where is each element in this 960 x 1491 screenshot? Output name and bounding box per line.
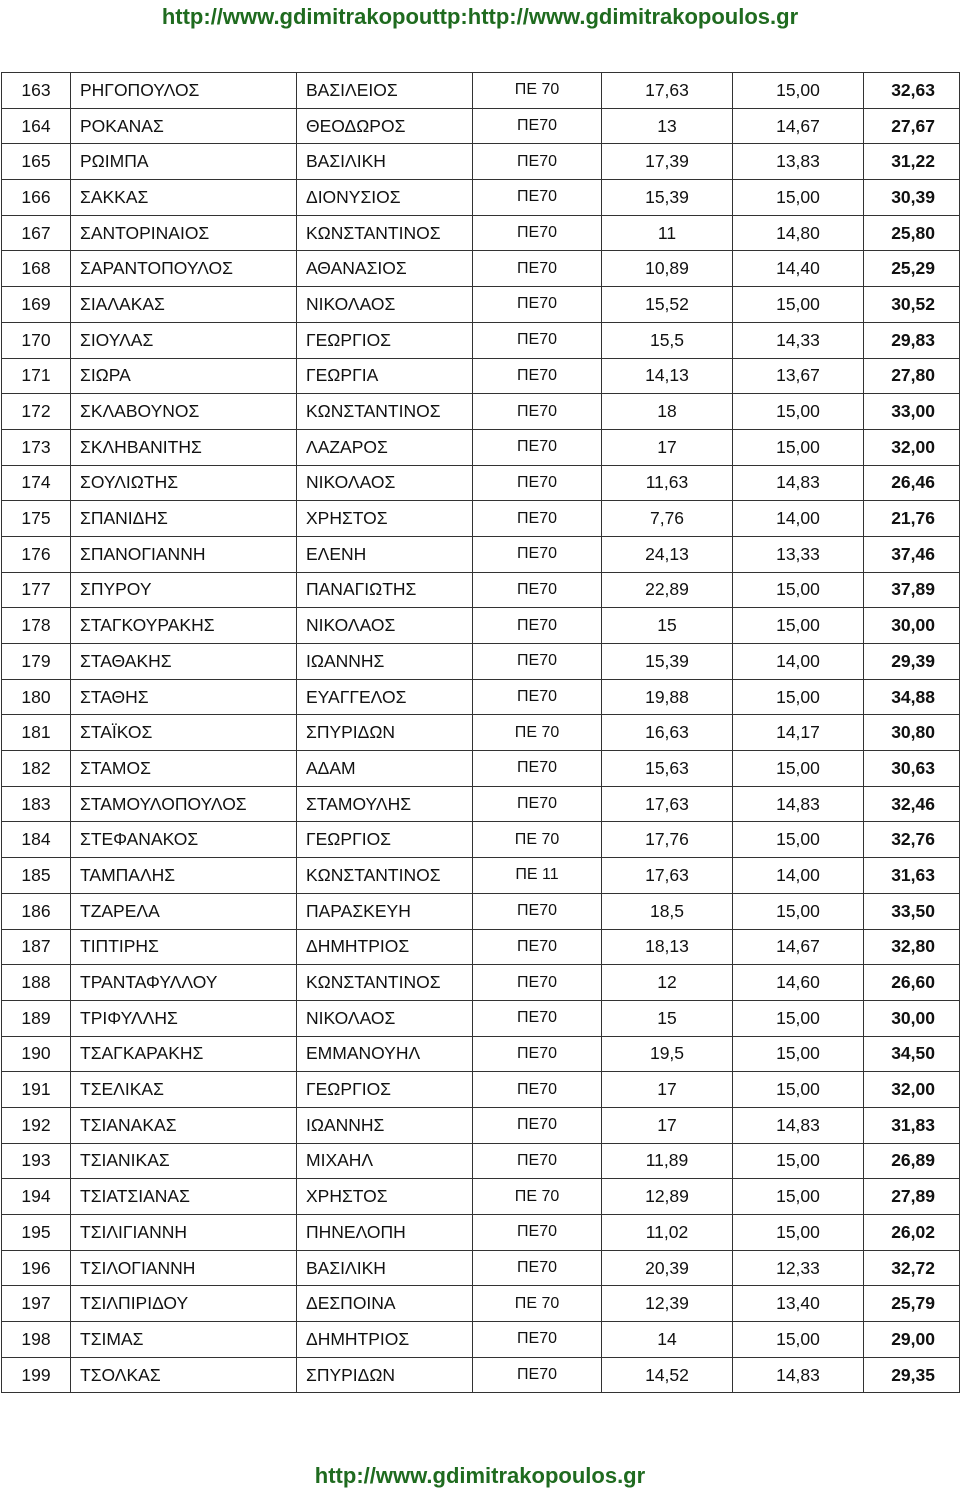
score-b-cell: 14,60 (733, 965, 864, 1001)
table-row (2, 1286, 960, 1322)
specialty-cell: ΠΕ70 (473, 180, 602, 216)
specialty-cell: ΠΕ70 (473, 929, 602, 965)
specialty-cell: ΠΕ 70 (473, 1179, 602, 1215)
specialty-cell: ΠΕ70 (473, 465, 602, 501)
score-b-cell: 13,40 (733, 1286, 864, 1322)
row-number: 163 (2, 73, 71, 109)
total-score-cell: 26,89 (864, 1143, 960, 1179)
first-name-cell: ΓΕΩΡΓΙΟΣ (297, 822, 473, 858)
specialty-cell: ΠΕ70 (473, 608, 602, 644)
table-row (2, 1179, 960, 1215)
score-a-cell: 11,02 (602, 1215, 733, 1251)
row-number: 184 (2, 822, 71, 858)
row-number: 185 (2, 858, 71, 894)
score-a-cell: 18,5 (602, 893, 733, 929)
table-row (2, 144, 960, 180)
score-b-cell: 14,67 (733, 108, 864, 144)
score-a-cell: 15,52 (602, 287, 733, 323)
specialty-cell: ΠΕ70 (473, 1000, 602, 1036)
specialty-cell: ΠΕ70 (473, 786, 602, 822)
score-b-cell: 15,00 (733, 1143, 864, 1179)
first-name-cell: ΒΑΣΙΛΙΚΗ (297, 1250, 473, 1286)
surname-cell: ΡΗΓΟΠΟΥΛΟΣ (71, 73, 297, 109)
row-number: 178 (2, 608, 71, 644)
surname-cell: ΤΣΕΛΙΚΑΣ (71, 1072, 297, 1108)
row-number: 170 (2, 322, 71, 358)
score-a-cell: 12 (602, 965, 733, 1001)
first-name-cell: ΔΕΣΠΟΙΝΑ (297, 1286, 473, 1322)
surname-cell: ΣΑΡΑΝΤΟΠΟΥΛΟΣ (71, 251, 297, 287)
surname-cell: ΣΤΑΜΟΥΛΟΠΟΥΛΟΣ (71, 786, 297, 822)
score-b-cell: 14,33 (733, 322, 864, 358)
specialty-cell: ΠΕ70 (473, 1357, 602, 1393)
first-name-cell: ΣΠΥΡΙΔΩΝ (297, 715, 473, 751)
specialty-cell: ΠΕ70 (473, 108, 602, 144)
table-row (2, 644, 960, 680)
score-b-cell: 14,83 (733, 1357, 864, 1393)
first-name-cell: ΔΗΜΗΤΡΙΟΣ (297, 1322, 473, 1358)
score-a-cell: 12,89 (602, 1179, 733, 1215)
row-number: 172 (2, 394, 71, 430)
surname-cell: ΤΣΙΛΙΓΙΑΝΝΗ (71, 1215, 297, 1251)
score-a-cell: 15 (602, 608, 733, 644)
score-a-cell: 17 (602, 429, 733, 465)
specialty-cell: ΠΕ70 (473, 572, 602, 608)
first-name-cell: ΧΡΗΣΤΟΣ (297, 501, 473, 537)
score-b-cell: 15,00 (733, 73, 864, 109)
surname-cell: ΣΠΑΝΙΔΗΣ (71, 501, 297, 537)
specialty-cell: ΠΕ70 (473, 251, 602, 287)
total-score-cell: 29,35 (864, 1357, 960, 1393)
row-number: 168 (2, 251, 71, 287)
table-row (2, 929, 960, 965)
score-b-cell: 15,00 (733, 394, 864, 430)
first-name-cell: ΓΕΩΡΓΙΑ (297, 358, 473, 394)
first-name-cell: ΝΙΚΟΛΑΟΣ (297, 465, 473, 501)
total-score-cell: 33,50 (864, 893, 960, 929)
first-name-cell: ΣΠΥΡΙΔΩΝ (297, 1357, 473, 1393)
score-b-cell: 15,00 (733, 751, 864, 787)
score-a-cell: 18 (602, 394, 733, 430)
specialty-cell: ΠΕ70 (473, 1072, 602, 1108)
first-name-cell: ΔΗΜΗΤΡΙΟΣ (297, 929, 473, 965)
surname-cell: ΣΑΚΚΑΣ (71, 180, 297, 216)
surname-cell: ΣΙΩΡΑ (71, 358, 297, 394)
score-b-cell: 14,83 (733, 1107, 864, 1143)
first-name-cell: ΙΩΑΝΝΗΣ (297, 644, 473, 680)
table-row (2, 679, 960, 715)
first-name-cell: ΚΩΝΣΤΑΝΤΙΝΟΣ (297, 858, 473, 894)
table-row (2, 73, 960, 109)
score-a-cell: 14,13 (602, 358, 733, 394)
score-b-cell: 15,00 (733, 1322, 864, 1358)
table-row (2, 608, 960, 644)
row-number: 192 (2, 1107, 71, 1143)
specialty-cell: ΠΕ70 (473, 1250, 602, 1286)
total-score-cell: 30,52 (864, 287, 960, 323)
specialty-cell: ΠΕ 70 (473, 715, 602, 751)
score-a-cell: 15 (602, 1000, 733, 1036)
surname-cell: ΤΣΙΛΟΓΙΑΝΝΗ (71, 1250, 297, 1286)
score-a-cell: 19,88 (602, 679, 733, 715)
score-a-cell: 15,39 (602, 644, 733, 680)
score-b-cell: 15,00 (733, 429, 864, 465)
row-number: 186 (2, 893, 71, 929)
total-score-cell: 26,60 (864, 965, 960, 1001)
score-a-cell: 22,89 (602, 572, 733, 608)
total-score-cell: 32,80 (864, 929, 960, 965)
first-name-cell: ΚΩΝΣΤΑΝΤΙΝΟΣ (297, 394, 473, 430)
row-number: 165 (2, 144, 71, 180)
score-b-cell: 15,00 (733, 1179, 864, 1215)
total-score-cell: 27,67 (864, 108, 960, 144)
table-row (2, 501, 960, 537)
surname-cell: ΤΣΙΑΤΣΙΑΝΑΣ (71, 1179, 297, 1215)
score-b-cell: 15,00 (733, 1215, 864, 1251)
first-name-cell: ΓΕΩΡΓΙΟΣ (297, 322, 473, 358)
specialty-cell: ΠΕ70 (473, 679, 602, 715)
table-row (2, 893, 960, 929)
table-row (2, 465, 960, 501)
table-row (2, 215, 960, 251)
row-number: 174 (2, 465, 71, 501)
row-number: 197 (2, 1286, 71, 1322)
total-score-cell: 31,83 (864, 1107, 960, 1143)
total-score-cell: 34,88 (864, 679, 960, 715)
table-row (2, 965, 960, 1001)
row-number: 175 (2, 501, 71, 537)
first-name-cell: ΓΕΩΡΓΙΟΣ (297, 1072, 473, 1108)
row-number: 180 (2, 679, 71, 715)
specialty-cell: ΠΕ70 (473, 965, 602, 1001)
table-row (2, 1107, 960, 1143)
first-name-cell: ΕΜΜΑΝΟΥΗΛ (297, 1036, 473, 1072)
surname-cell: ΣΟΥΛΙΩΤΗΣ (71, 465, 297, 501)
score-a-cell: 16,63 (602, 715, 733, 751)
total-score-cell: 29,39 (864, 644, 960, 680)
score-a-cell: 17 (602, 1072, 733, 1108)
total-score-cell: 30,00 (864, 1000, 960, 1036)
table-row (2, 108, 960, 144)
score-b-cell: 14,80 (733, 215, 864, 251)
table-row (2, 1036, 960, 1072)
table-row (2, 429, 960, 465)
table-row (2, 358, 960, 394)
total-score-cell: 32,76 (864, 822, 960, 858)
surname-cell: ΣΑΝΤΟΡΙΝΑΙΟΣ (71, 215, 297, 251)
first-name-cell: ΝΙΚΟΛΑΟΣ (297, 287, 473, 323)
surname-cell: ΣΠΑΝΟΓΙΑΝΝΗ (71, 536, 297, 572)
surname-cell: ΣΤΑΪΚΟΣ (71, 715, 297, 751)
score-b-cell: 14,00 (733, 858, 864, 894)
total-score-cell: 30,00 (864, 608, 960, 644)
score-a-cell: 11,63 (602, 465, 733, 501)
total-score-cell: 33,00 (864, 394, 960, 430)
total-score-cell: 37,46 (864, 536, 960, 572)
specialty-cell: ΠΕ70 (473, 1143, 602, 1179)
surname-cell: ΤΖΑΡΕΛΑ (71, 893, 297, 929)
first-name-cell: ΝΙΚΟΛΑΟΣ (297, 608, 473, 644)
specialty-cell: ΠΕ70 (473, 501, 602, 537)
surname-cell: ΡΟΚΑΝΑΣ (71, 108, 297, 144)
score-a-cell: 19,5 (602, 1036, 733, 1072)
surname-cell: ΣΤΑΓΚΟΥΡΑΚΗΣ (71, 608, 297, 644)
first-name-cell: ΘΕΟΔΩΡΟΣ (297, 108, 473, 144)
specialty-cell: ΠΕ 70 (473, 73, 602, 109)
specialty-cell: ΠΕ70 (473, 893, 602, 929)
surname-cell: ΤΣΙΑΝΙΚΑΣ (71, 1143, 297, 1179)
total-score-cell: 30,63 (864, 751, 960, 787)
total-score-cell: 32,72 (864, 1250, 960, 1286)
surname-cell: ΣΙΟΥΛΑΣ (71, 322, 297, 358)
first-name-cell: ΙΩΑΝΝΗΣ (297, 1107, 473, 1143)
surname-cell: ΤΑΜΠΑΛΗΣ (71, 858, 297, 894)
specialty-cell: ΠΕ 70 (473, 822, 602, 858)
table-row (2, 536, 960, 572)
total-score-cell: 26,46 (864, 465, 960, 501)
total-score-cell: 25,79 (864, 1286, 960, 1322)
first-name-cell: ΔΙΟΝΥΣΙΟΣ (297, 180, 473, 216)
surname-cell: ΣΤΑΜΟΣ (71, 751, 297, 787)
surname-cell: ΣΤΑΘΗΣ (71, 679, 297, 715)
score-a-cell: 11 (602, 215, 733, 251)
first-name-cell: ΜΙΧΑΗΛ (297, 1143, 473, 1179)
total-score-cell: 29,83 (864, 322, 960, 358)
first-name-cell: ΝΙΚΟΛΑΟΣ (297, 1000, 473, 1036)
score-a-cell: 13 (602, 108, 733, 144)
specialty-cell: ΠΕ70 (473, 1107, 602, 1143)
total-score-cell: 30,80 (864, 715, 960, 751)
row-number: 164 (2, 108, 71, 144)
total-score-cell: 27,89 (864, 1179, 960, 1215)
first-name-cell: ΛΑΖΑΡΟΣ (297, 429, 473, 465)
total-score-cell: 31,63 (864, 858, 960, 894)
score-b-cell: 15,00 (733, 1036, 864, 1072)
row-number: 177 (2, 572, 71, 608)
table-row (2, 287, 960, 323)
first-name-cell: ΧΡΗΣΤΟΣ (297, 1179, 473, 1215)
row-number: 181 (2, 715, 71, 751)
row-number: 199 (2, 1357, 71, 1393)
score-a-cell: 10,89 (602, 251, 733, 287)
score-b-cell: 15,00 (733, 608, 864, 644)
score-a-cell: 15,63 (602, 751, 733, 787)
first-name-cell: ΑΘΑΝΑΣΙΟΣ (297, 251, 473, 287)
row-number: 166 (2, 180, 71, 216)
row-number: 179 (2, 644, 71, 680)
score-b-cell: 15,00 (733, 287, 864, 323)
score-b-cell: 14,17 (733, 715, 864, 751)
surname-cell: ΣΚΛΗΒΑΝΙΤΗΣ (71, 429, 297, 465)
surname-cell: ΣΠΥΡΟΥ (71, 572, 297, 608)
row-number: 190 (2, 1036, 71, 1072)
first-name-cell: ΕΛΕΝΗ (297, 536, 473, 572)
specialty-cell: ΠΕ70 (473, 1036, 602, 1072)
score-b-cell: 14,00 (733, 644, 864, 680)
score-b-cell: 15,00 (733, 1000, 864, 1036)
specialty-cell: ΠΕ70 (473, 358, 602, 394)
row-number: 171 (2, 358, 71, 394)
score-a-cell: 12,39 (602, 1286, 733, 1322)
results-table (1, 72, 960, 1393)
score-b-cell: 13,67 (733, 358, 864, 394)
score-a-cell: 15,5 (602, 322, 733, 358)
score-b-cell: 13,33 (733, 536, 864, 572)
specialty-cell: ΠΕ70 (473, 536, 602, 572)
table-row (2, 715, 960, 751)
surname-cell: ΣΚΛΑΒΟΥΝΟΣ (71, 394, 297, 430)
total-score-cell: 32,63 (864, 73, 960, 109)
table-row (2, 1072, 960, 1108)
row-number: 195 (2, 1215, 71, 1251)
surname-cell: ΤΙΠΤΙΡΗΣ (71, 929, 297, 965)
score-b-cell: 14,00 (733, 501, 864, 537)
specialty-cell: ΠΕ70 (473, 429, 602, 465)
total-score-cell: 25,29 (864, 251, 960, 287)
table-row (2, 1000, 960, 1036)
surname-cell: ΣΤΕΦΑΝΑΚΟΣ (71, 822, 297, 858)
score-a-cell: 17 (602, 1107, 733, 1143)
surname-cell: ΡΩΙΜΠΑ (71, 144, 297, 180)
row-number: 196 (2, 1250, 71, 1286)
score-a-cell: 18,13 (602, 929, 733, 965)
score-b-cell: 15,00 (733, 180, 864, 216)
surname-cell: ΤΡΙΦΥΛΛΗΣ (71, 1000, 297, 1036)
row-number: 169 (2, 287, 71, 323)
table-row (2, 822, 960, 858)
surname-cell: ΤΡΑΝΤΑΦΥΛΛΟΥ (71, 965, 297, 1001)
row-number: 187 (2, 929, 71, 965)
score-b-cell: 14,83 (733, 786, 864, 822)
surname-cell: ΣΤΑΘΑΚΗΣ (71, 644, 297, 680)
first-name-cell: ΚΩΝΣΤΑΝΤΙΝΟΣ (297, 215, 473, 251)
first-name-cell: ΣΤΑΜΟΥΛΗΣ (297, 786, 473, 822)
specialty-cell: ΠΕ 11 (473, 858, 602, 894)
surname-cell: ΣΙΑΛΑΚΑΣ (71, 287, 297, 323)
table-row (2, 1215, 960, 1251)
table-row (2, 572, 960, 608)
table-row (2, 1357, 960, 1393)
row-number: 173 (2, 429, 71, 465)
score-a-cell: 17,39 (602, 144, 733, 180)
total-score-cell: 27,80 (864, 358, 960, 394)
total-score-cell: 32,00 (864, 429, 960, 465)
specialty-cell: ΠΕ 70 (473, 1286, 602, 1322)
score-b-cell: 15,00 (733, 572, 864, 608)
score-a-cell: 17,63 (602, 786, 733, 822)
page-footer-url[interactable]: http://www.gdimitrakopoulos.gr (314, 1463, 646, 1488)
score-b-cell: 13,83 (733, 144, 864, 180)
score-a-cell: 24,13 (602, 536, 733, 572)
specialty-cell: ΠΕ70 (473, 144, 602, 180)
specialty-cell: ΠΕ70 (473, 287, 602, 323)
row-number: 167 (2, 215, 71, 251)
score-a-cell: 14,52 (602, 1357, 733, 1393)
surname-cell: ΤΣΙΛΠΙΡΙΔΟΥ (71, 1286, 297, 1322)
score-b-cell: 14,83 (733, 465, 864, 501)
score-a-cell: 15,39 (602, 180, 733, 216)
specialty-cell: ΠΕ70 (473, 644, 602, 680)
specialty-cell: ΠΕ70 (473, 1322, 602, 1358)
row-number: 176 (2, 536, 71, 572)
row-number: 189 (2, 1000, 71, 1036)
total-score-cell: 21,76 (864, 501, 960, 537)
total-score-cell: 29,00 (864, 1322, 960, 1358)
score-b-cell: 14,67 (733, 929, 864, 965)
row-number: 182 (2, 751, 71, 787)
table-row (2, 858, 960, 894)
total-score-cell: 31,22 (864, 144, 960, 180)
first-name-cell: ΒΑΣΙΛΕΙΟΣ (297, 73, 473, 109)
score-a-cell: 20,39 (602, 1250, 733, 1286)
total-score-cell: 26,02 (864, 1215, 960, 1251)
specialty-cell: ΠΕ70 (473, 751, 602, 787)
table-row (2, 1250, 960, 1286)
score-a-cell: 14 (602, 1322, 733, 1358)
surname-cell: ΤΣΑΓΚΑΡΑΚΗΣ (71, 1036, 297, 1072)
specialty-cell: ΠΕ70 (473, 322, 602, 358)
table-row (2, 251, 960, 287)
score-b-cell: 15,00 (733, 893, 864, 929)
score-a-cell: 7,76 (602, 501, 733, 537)
table-row (2, 1322, 960, 1358)
page-header-url[interactable]: http://www.gdimitrakopouttp:http://www.gdimitrakopoulos.gr (161, 4, 799, 29)
total-score-cell: 37,89 (864, 572, 960, 608)
table-row (2, 751, 960, 787)
row-number: 191 (2, 1072, 71, 1108)
specialty-cell: ΠΕ70 (473, 1215, 602, 1251)
table-row (2, 180, 960, 216)
surname-cell: ΤΣΙΜΑΣ (71, 1322, 297, 1358)
first-name-cell: ΠΑΝΑΓΙΩΤΗΣ (297, 572, 473, 608)
row-number: 188 (2, 965, 71, 1001)
row-number: 194 (2, 1179, 71, 1215)
total-score-cell: 34,50 (864, 1036, 960, 1072)
surname-cell: ΤΣΙΑΝΑΚΑΣ (71, 1107, 297, 1143)
total-score-cell: 30,39 (864, 180, 960, 216)
row-number: 183 (2, 786, 71, 822)
first-name-cell: ΠΗΝΕΛΟΠΗ (297, 1215, 473, 1251)
table-row (2, 786, 960, 822)
score-b-cell: 15,00 (733, 1072, 864, 1108)
table-row (2, 1143, 960, 1179)
total-score-cell: 25,80 (864, 215, 960, 251)
score-b-cell: 15,00 (733, 679, 864, 715)
score-a-cell: 17,76 (602, 822, 733, 858)
table-row (2, 322, 960, 358)
first-name-cell: ΚΩΝΣΤΑΝΤΙΝΟΣ (297, 965, 473, 1001)
score-a-cell: 11,89 (602, 1143, 733, 1179)
row-number: 193 (2, 1143, 71, 1179)
score-a-cell: 17,63 (602, 858, 733, 894)
specialty-cell: ΠΕ70 (473, 394, 602, 430)
first-name-cell: ΠΑΡΑΣΚΕΥΗ (297, 893, 473, 929)
first-name-cell: ΒΑΣΙΛΙΚΗ (297, 144, 473, 180)
table-row (2, 394, 960, 430)
surname-cell: ΤΣΟΛΚΑΣ (71, 1357, 297, 1393)
specialty-cell: ΠΕ70 (473, 215, 602, 251)
score-a-cell: 17,63 (602, 73, 733, 109)
row-number: 198 (2, 1322, 71, 1358)
first-name-cell: ΕΥΑΓΓΕΛΟΣ (297, 679, 473, 715)
total-score-cell: 32,46 (864, 786, 960, 822)
score-b-cell: 14,40 (733, 251, 864, 287)
score-b-cell: 12,33 (733, 1250, 864, 1286)
first-name-cell: ΑΔΑΜ (297, 751, 473, 787)
total-score-cell: 32,00 (864, 1072, 960, 1108)
score-b-cell: 15,00 (733, 822, 864, 858)
